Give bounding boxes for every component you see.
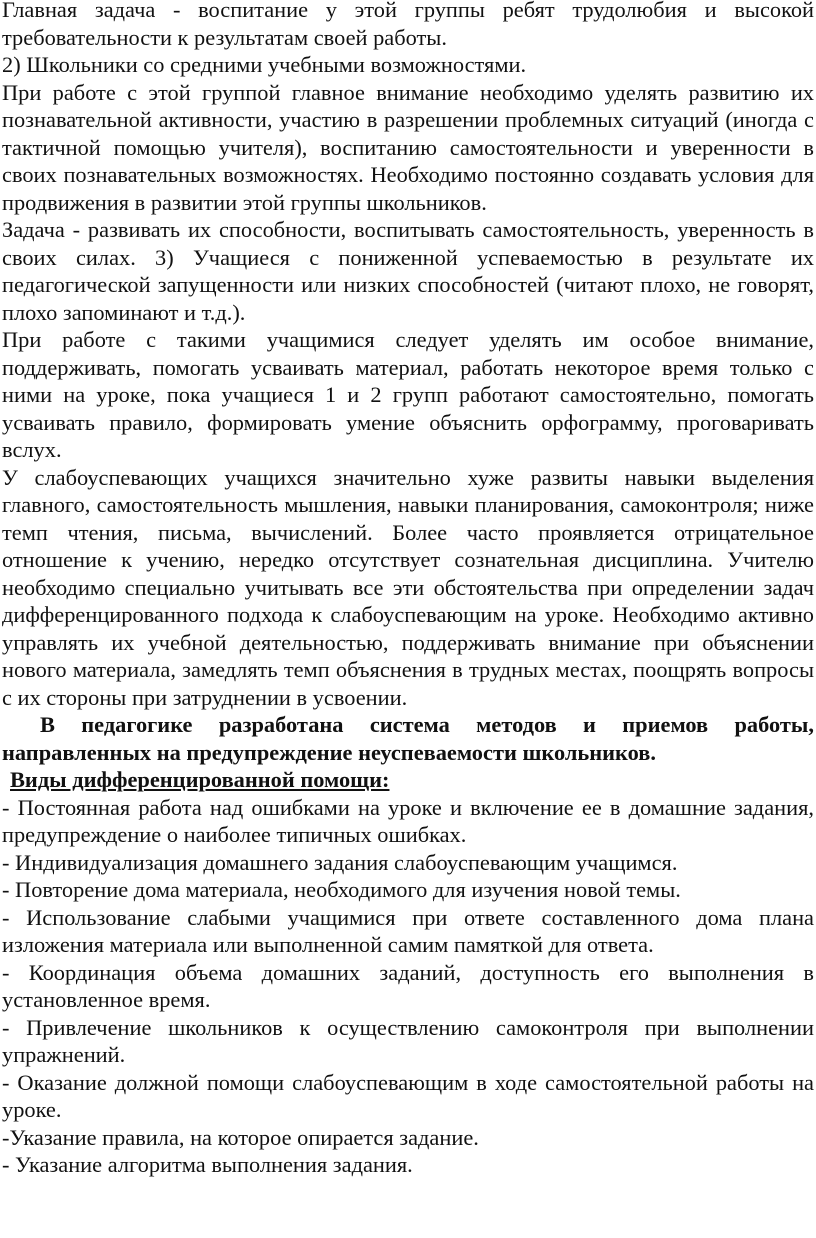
paragraph-working-with-students: При работе с такими учащимися следует уделять им особое внимание, поддерживать, помогать усваивать материал, работать некоторое время только с ними на уроке, пока учащиеся 1 и 2 групп работают самостоятельно, помогать усваивать правило, формировать умение объяснить орфограмму, проговаривать вслух. [2,327,814,462]
paragraph-group-2-work: При работе с этой группой главное внимание необходимо уделять развитию их познавательной активности, участию в разрешении проблемных ситуаций (иногда с тактичной помощью учителя), воспитанию самостоятельности и уверенности в своих познавательных возможностях. Необходимо постоянно создавать условия для продвижения в развитии этой группы школьников. [2,79,814,215]
help-types-list [2,794,814,1179]
paragraph-group-2-title: 2) Школьники со средними учебными возможностями. [2,52,527,77]
list-item: - Оказание должной помощи слабоуспевающим в ходе самостоятельной работы на уроке. [2,1069,814,1122]
subheading-help-types: Виды дифференцированной помощи: [10,767,390,792]
bold-heading: В педагогике разработана система методов и приемов работы, направленных на предупреждение неуспеваемости школьников. [2,712,814,765]
list-item: - Использование слабыми учащимися при ответе составленного дома плана изложения материала или выполненной самим памяткой для ответа. [2,904,814,957]
list-item: - Повторение дома материала, необходимого для изучения новой темы. [2,877,681,902]
paragraph-task-group-3: Задача - развивать их способности, воспитывать самостоятельность, уверенность в своих силах. 3) Учащиеся с пониженной успеваемостью в результате их педагогической запущенности или низких способностей (читают плохо, не говорят, плохо запоминают и т.д.). [2,217,814,325]
list-item: - Привлечение школьников к осуществлению самоконтроля при выполнении упражнений. [2,1014,814,1067]
paragraph-weak-students: У слабоуспевающих учащихся значительно хуже развиты навыки выделения главного, самостоятельность мышления, навыки планирования, самоконтроля; ниже темп чтения, письма, вычислений. Более часто проявляется отрицательное отношение к учению, нередко отсутствует сознательная дисциплина. Учителю необходимо специально учитывать все эти обстоятельства при определении задач дифференцированного подхода к слабоуспевающим на уроке. Необходимо активно управлять их учебной деятельностью, поддерживать внимание при объяснении нового материала, замедлять темп объяснения в трудных местах, поощрять вопросы с их стороны при затруднении в усвоении. [2,464,814,710]
list-item: - Постоянная работа над ошибками на уроке и включение ее в домашние задания, предупреждение о наиболее типичных ошибках. [2,794,814,847]
paragraph-main-task: Главная задача - воспитание у этой группы ребят трудолюбия и высокой требовательности к результатам своей работы. [2,0,814,50]
list-item: - Указание алгоритма выполнения задания. [2,1152,413,1177]
list-item: - Координация объема домашних заданий, доступность его выполнения в установленное время. [2,959,814,1012]
list-item: - Индивидуализация домашнего задания слабоуспевающим учащимся. [2,849,678,875]
list-item: -Указание правила, на которое опирается задание. [2,1124,479,1150]
